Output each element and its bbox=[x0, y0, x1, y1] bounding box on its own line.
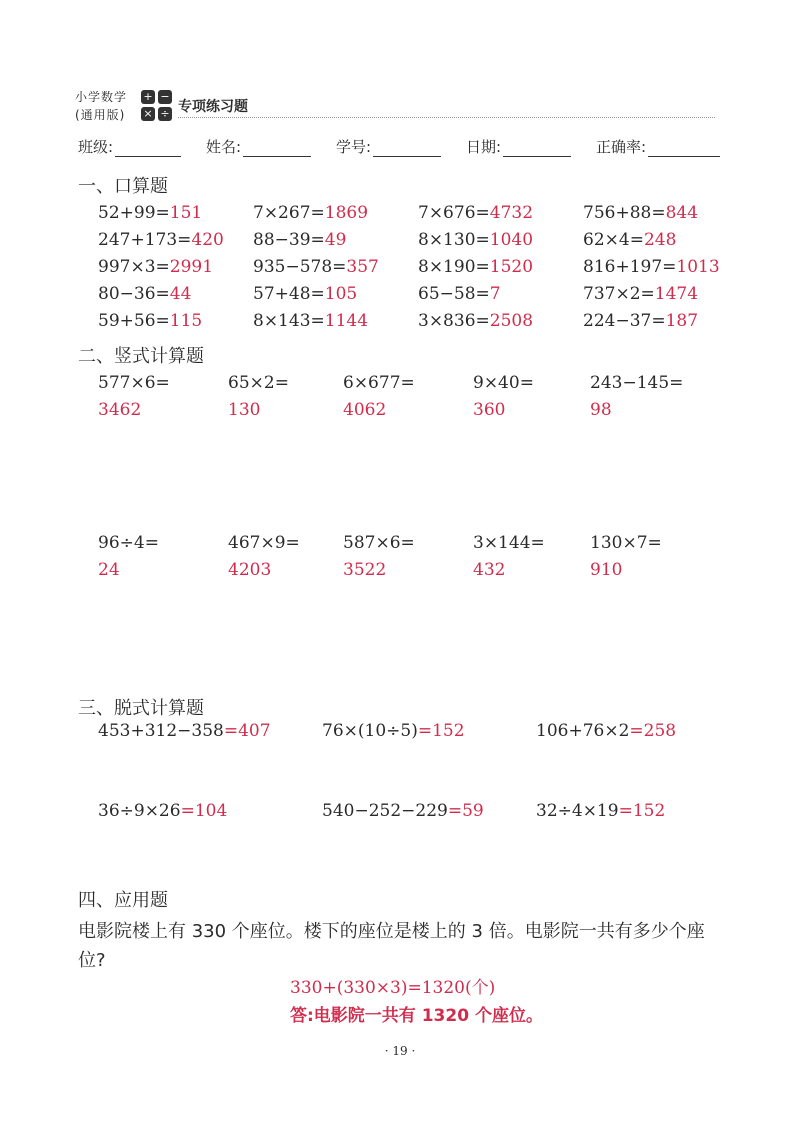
oral-item: 7×676=4732 bbox=[418, 203, 534, 223]
vertical-question: 9×40= bbox=[473, 373, 534, 393]
accuracy-blank[interactable] bbox=[648, 138, 720, 157]
solution-equation: 330+(330×3)=1320(个) bbox=[290, 978, 496, 998]
vertical-answer: 4062 bbox=[343, 400, 387, 420]
word-problem-text: 电影院楼上有 330 个座位。楼下的座位是楼上的 3 倍。电影院一共有多少个座位? bbox=[78, 921, 705, 971]
student-id-blank[interactable] bbox=[373, 138, 441, 157]
stepwise-item: 36÷9×26=104 bbox=[98, 801, 228, 821]
section-heading-oral: 一、口算题 bbox=[78, 176, 168, 197]
brand-edition: (通用版) bbox=[75, 108, 126, 122]
series-title: 专项练习题 bbox=[178, 99, 248, 115]
oral-item: 8×143=1144 bbox=[253, 311, 369, 331]
oral-item: 8×190=1520 bbox=[418, 257, 534, 277]
stepwise-item: 76×(10÷5)=152 bbox=[322, 721, 465, 741]
solution-answer: 答:电影院一共有 1320 个座位。 bbox=[290, 1006, 543, 1026]
vertical-question: 96÷4= bbox=[98, 533, 159, 553]
section-heading-vertical: 二、竖式计算题 bbox=[78, 346, 204, 367]
stepwise-item: 106+76×2=258 bbox=[536, 721, 677, 741]
oral-item: 88−39=49 bbox=[253, 230, 347, 250]
name-blank[interactable] bbox=[243, 138, 311, 157]
oral-item: 756+88=844 bbox=[583, 203, 699, 223]
vertical-question: 587×6= bbox=[343, 533, 415, 553]
vertical-answer: 910 bbox=[590, 560, 623, 580]
oral-item: 935−578=357 bbox=[253, 257, 379, 277]
vertical-answer: 24 bbox=[98, 560, 120, 580]
vertical-question: 130×7= bbox=[590, 533, 662, 553]
vertical-answer: 432 bbox=[473, 560, 506, 580]
accuracy-field bbox=[596, 136, 720, 157]
brand-title: 小学数学 bbox=[75, 90, 128, 104]
oral-item: 65−58=7 bbox=[418, 284, 501, 304]
oral-item: 997×3=2991 bbox=[98, 257, 214, 277]
field-label: 日期: bbox=[466, 138, 502, 156]
plus-icon: + bbox=[141, 90, 155, 104]
vertical-answer: 98 bbox=[590, 400, 612, 420]
vertical-question: 6×677= bbox=[343, 373, 415, 393]
oral-item: 80−36=44 bbox=[98, 284, 192, 304]
oral-item: 7×267=1869 bbox=[253, 203, 369, 223]
vertical-question: 243−145= bbox=[590, 373, 684, 393]
date-field bbox=[466, 136, 571, 157]
class-field bbox=[78, 136, 181, 157]
oral-item: 52+99=151 bbox=[98, 203, 203, 223]
page-number: · 19 · bbox=[384, 1044, 416, 1058]
vertical-answer: 130 bbox=[228, 400, 261, 420]
header-divider bbox=[178, 117, 715, 118]
section-heading-word-problem: 四、应用题 bbox=[78, 890, 168, 911]
name-field bbox=[206, 136, 311, 157]
field-label: 班级: bbox=[78, 138, 114, 156]
divide-icon: ÷ bbox=[158, 107, 172, 121]
top-background bbox=[0, 0, 800, 62]
student-id-field bbox=[336, 136, 441, 157]
oral-item: 59+56=115 bbox=[98, 311, 203, 331]
minus-icon: − bbox=[158, 90, 172, 104]
vertical-question: 65×2= bbox=[228, 373, 289, 393]
vertical-question: 3×144= bbox=[473, 533, 545, 553]
oral-item: 8×130=1040 bbox=[418, 230, 534, 250]
oral-item: 247+173=420 bbox=[98, 230, 224, 250]
stepwise-item: 540−252−229=59 bbox=[322, 801, 484, 821]
section-heading-stepwise: 三、脱式计算题 bbox=[78, 698, 204, 719]
field-label: 正确率: bbox=[596, 138, 647, 156]
class-blank[interactable] bbox=[115, 138, 181, 157]
stepwise-item: 32÷4×19=152 bbox=[536, 801, 666, 821]
vertical-question: 577×6= bbox=[98, 373, 170, 393]
operators-logo bbox=[141, 90, 173, 122]
stepwise-item: 453+312−358=407 bbox=[98, 721, 271, 741]
times-icon: × bbox=[141, 107, 155, 121]
oral-item: 57+48=105 bbox=[253, 284, 358, 304]
vertical-answer: 4203 bbox=[228, 560, 272, 580]
field-label: 姓名: bbox=[206, 138, 242, 156]
oral-item: 224−37=187 bbox=[583, 311, 699, 331]
date-blank[interactable] bbox=[503, 138, 571, 157]
vertical-question: 467×9= bbox=[228, 533, 300, 553]
vertical-answer: 360 bbox=[473, 400, 506, 420]
oral-item: 62×4=248 bbox=[583, 230, 677, 250]
vertical-answer: 3522 bbox=[343, 560, 387, 580]
vertical-answer: 3462 bbox=[98, 400, 142, 420]
oral-item: 3×836=2508 bbox=[418, 311, 534, 331]
oral-item: 816+197=1013 bbox=[583, 257, 720, 277]
field-label: 学号: bbox=[336, 138, 372, 156]
oral-item: 737×2=1474 bbox=[583, 284, 699, 304]
